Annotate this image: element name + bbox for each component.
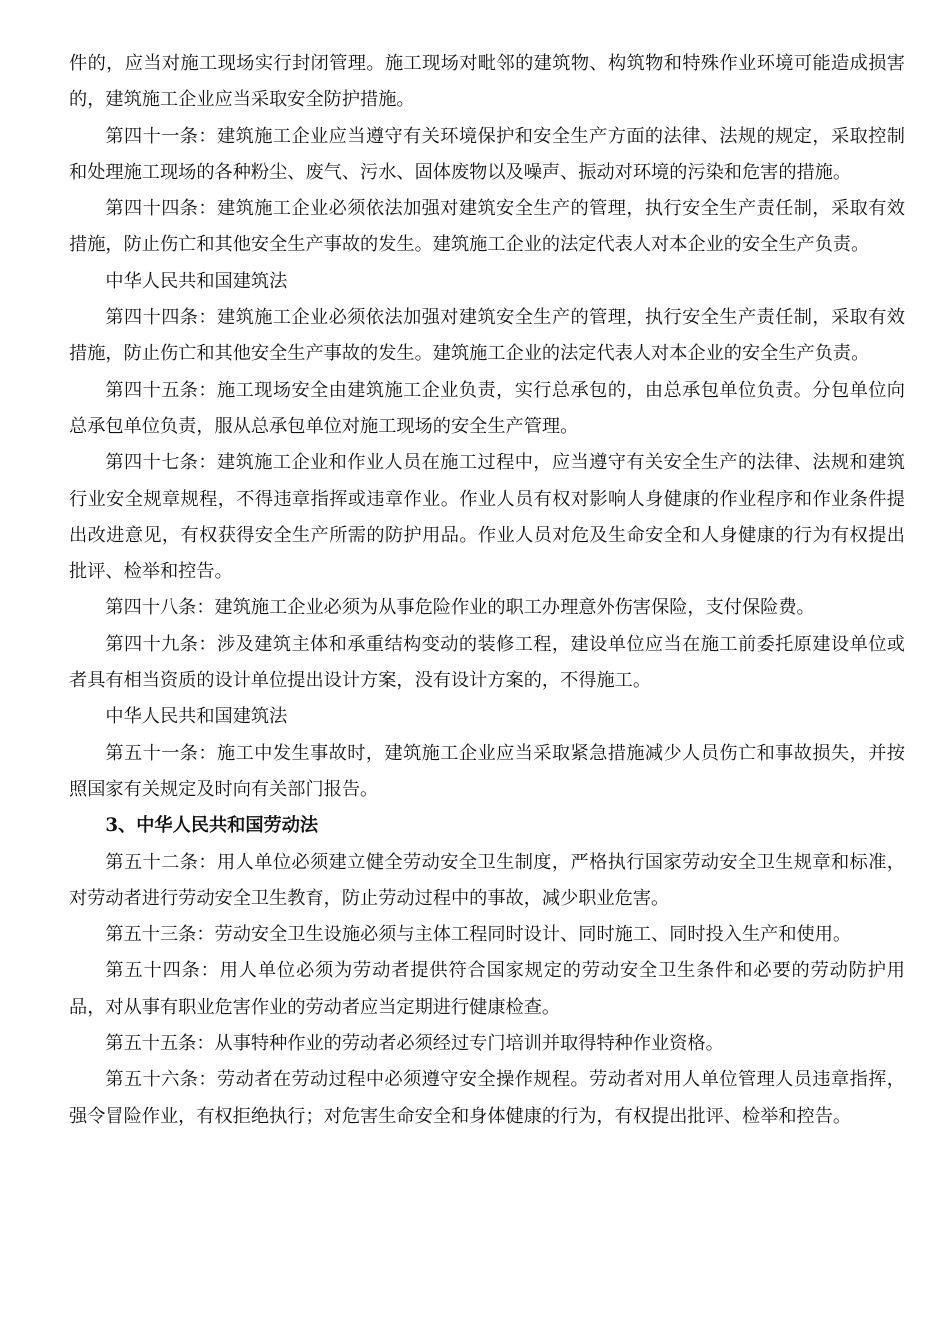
section-heading: 3、中华人民共和国劳动法	[105, 815, 319, 837]
source-label: 中华人民共和国建筑法	[105, 706, 288, 728]
paragraph-article-52: 第五十二条：用人单位必须建立健全劳动安全卫生制度，严格执行国家劳动安全卫生规章和标准，对劳动者进行劳动安全卫生教育，防止劳动过程中的事故，减少职业危害。	[69, 851, 905, 909]
paragraph-article-55: 第五十五条：从事特种作业的劳动者必须经过专门培训并取得特种作业资格。	[105, 1033, 724, 1055]
paragraph-article-56: 第五十六条：劳动者在劳动过程中必须遵守安全操作规程。劳动者对用人单位管理人员违章指挥，强令冒险作业，有权拒绝执行；对危害生命安全和身体健康的行为，有权提出批评、检举和控告。	[69, 1069, 905, 1127]
source-label: 中华人民共和国建筑法	[105, 270, 288, 292]
paragraph-article-54: 第五十四条：用人单位必须为劳动者提供符合国家规定的劳动安全卫生条件和必要的劳动防护用品，对从事有职业危害作业的劳动者应当定期进行健康检查。	[69, 960, 905, 1018]
paragraph-continued: 件的，应当对施工现场实行封闭管理。施工现场对毗邻的建筑物、构筑物和特殊作业环境可能造成损害的，建筑施工企业应当采取安全防护措施。	[69, 53, 905, 111]
document-page	[69, 46, 905, 1135]
paragraph-article-41: 第四十一条：建筑施工企业应当遵守有关环境保护和安全生产方面的法律、法规的规定，采取控制和处理施工现场的各种粉尘、废气、污水、固体废物以及噪声、振动对环境的污染和危害的措施。	[69, 125, 905, 183]
paragraph-article-44-repeat: 第四十四条：建筑施工企业必须依法加强对建筑安全生产的管理，执行安全生产责任制，采取有效措施，防止伤亡和其他安全生产事故的发生。建筑施工企业的法定代表人对本企业的安全生产负责。	[69, 307, 905, 365]
paragraph-article-44: 第四十四条：建筑施工企业必须依法加强对建筑安全生产的管理，执行安全生产责任制，采取有效措施，防止伤亡和其他安全生产事故的发生。建筑施工企业的法定代表人对本企业的安全生产负责。	[69, 198, 905, 256]
paragraph-article-45: 第四十五条：施工现场安全由建筑施工企业负责，实行总承包的，由总承包单位负责。分包单位向总承包单位负责，服从总承包单位对施工现场的安全生产管理。	[69, 379, 905, 437]
paragraph-article-51: 第五十一条：施工中发生事故时，建筑施工企业应当采取紧急措施减少人员伤亡和事故损失，并按照国家有关规定及时向有关部门报告。	[69, 742, 905, 800]
paragraph-article-47: 第四十七条：建筑施工企业和作业人员在施工过程中，应当遵守有关安全生产的法律、法规和建筑行业安全规章规程，不得违章指挥或违章作业。作业人员有权对影响人身健康的作业程序和作业条件提出改进意见，有权获得安全生产所需的防护用品。作业人员对危及生命安全和人身健康的行为有权提出批评、检举和控告。	[69, 452, 905, 583]
paragraph-article-49: 第四十九条：涉及建筑主体和承重结构变动的装修工程，建设单位应当在施工前委托原建设单位或者具有相当资质的设计单位提出设计方案，没有设计方案的，不得施工。	[69, 633, 905, 692]
paragraph-article-48: 第四十八条：建筑施工企业必须为从事危险作业的职工办理意外伤害保险，支付保险费。	[105, 597, 815, 619]
paragraph-article-53: 第五十三条：劳动安全卫生设施必须与主体工程同时设计、同时施工、同时投入生产和使用。	[105, 924, 852, 946]
